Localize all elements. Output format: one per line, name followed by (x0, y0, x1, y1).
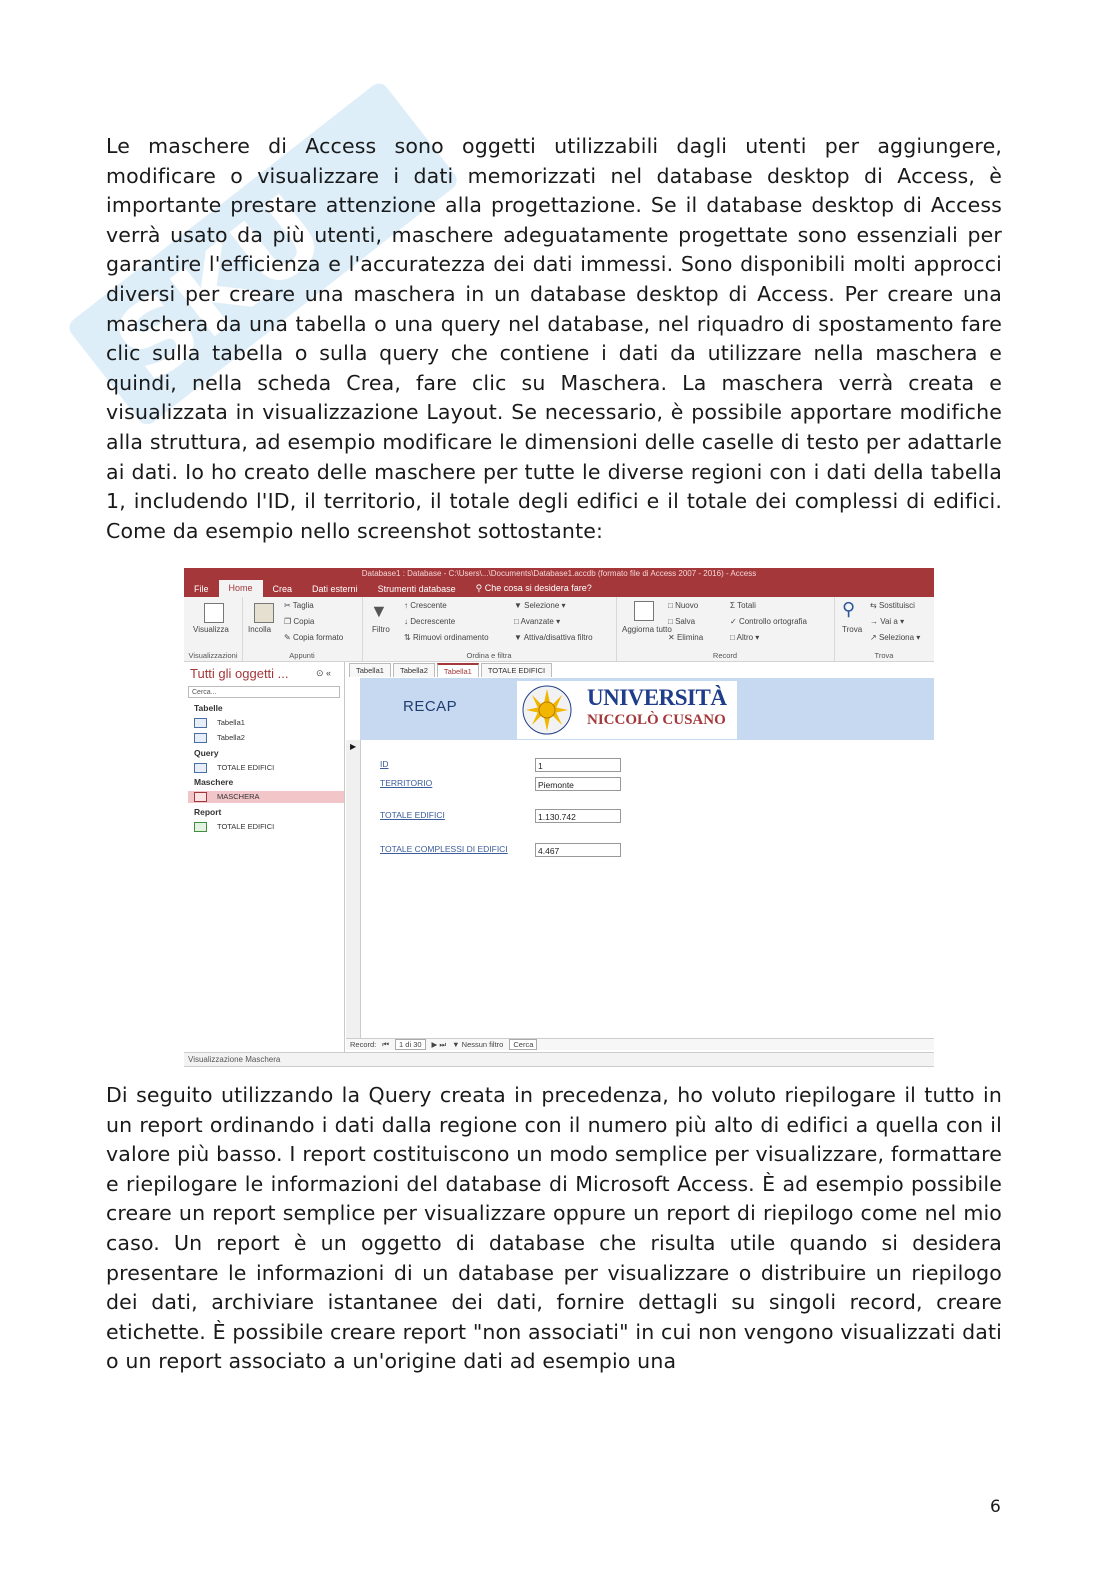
paragraph-report: Di seguito utilizzando la Query creata in precedenza, ho voluto riepilogare il tutto in un report ordinando i dati dalla regione con il numero più alto di edifici a quella con il valore più basso. I report costituiscono un modo semplice per visualizzare, formattare e riepilogare le informazioni del database di Microsoft Access. È ad esempio possibile creare un report semplice per visualizzare oppure un report di riepilogo come nel mio caso. Un report è un oggetto di database che risulta utile quando si desidera presentare le informazioni di un database per visualizzare o distribuire un riepilogo dei dati, archiviare istantanee dei dati, fornire dettagli su singoli record, creare etichette. È possibile creare report "non associati" in cui non vengono visualizzati dati o un report associato a un'origine dati ad esempio una (106, 1083, 1002, 1374)
group-visualizzazioni (184, 597, 243, 661)
table-icon (194, 733, 207, 743)
record-position[interactable]: 1 di 30 (395, 1039, 426, 1050)
field-label-totale-complessi: TOTALE COMPLESSI DI EDIFICI (380, 844, 508, 854)
paragraph-intro: Le maschere di Access sono oggetti utilizzabili dagli utenti per aggiungere, modificare o visualizzare i dati memorizzati nel database desktop di Access, è importante prestare attenzione alla progettazione. Se il database desktop di Access verrà usato da più utenti, maschere adeguatamente progettate sono essenziali per garantire l'efficienza e l'accuratezza dei dati immessi. Sono disponibili molti approcci diversi per creare una maschera in un database desktop di Access. Per creare una maschera da una tabella o una query nel database, nel riquadro di spostamento fare clic sulla tabella o sulla query che contiene i dati da utilizzare nella maschera e quindi, nella scheda Crea, fare clic su Maschera. La maschera verrà creata e visualizzata in visualizzazione Layout. Se necessario, è possibile apportare modifiche alla struttura, ad esempio modificare le dimensioni delle caselle di testo per adattarle ai dati. Io ho creato delle maschere per tutte le diverse regioni con i dati della tabella 1, includendo l'ID, il territorio, il totale degli edifici e il totale dei complessi di edifici. Come da esempio nello screenshot sottostante: (106, 134, 1002, 543)
record-label: Record: (350, 1040, 377, 1049)
group-label: Trova (874, 651, 894, 660)
tab-file[interactable]: File (194, 583, 209, 594)
sostituisci-button[interactable]: ⇆ Sostituisci (870, 601, 915, 610)
nav-group-query[interactable]: Query (194, 748, 219, 758)
report-icon (194, 822, 207, 832)
nav-search-input[interactable]: Cerca... (188, 686, 340, 698)
elimina-button[interactable]: ✕ Elimina (668, 633, 704, 642)
nav-item-report[interactable]: TOTALE EDIFICI (194, 821, 342, 833)
visualizza-button[interactable]: Visualizza (193, 625, 229, 634)
status-bar: Visualizzazione Maschera (184, 1052, 934, 1066)
copia-formato-button[interactable]: ✎ Copia formato (284, 633, 344, 642)
tab-crea[interactable]: Crea (272, 583, 293, 594)
doc-tab-totale-edifici[interactable]: TOTALE EDIFICI (481, 663, 552, 677)
incolla-button[interactable]: Incolla (248, 625, 272, 634)
record-selector[interactable] (346, 740, 361, 1042)
nav-item-tabella1[interactable]: Tabella1 (194, 717, 342, 729)
vai-a-button[interactable]: → Vai a ▾ (870, 617, 905, 626)
view-icon (204, 603, 224, 623)
filter-icon: ▼ (370, 601, 388, 621)
ribbon-tabs (184, 580, 934, 597)
filtro-button[interactable]: Filtro (372, 625, 390, 634)
group-label: Visualizzazioni (188, 651, 238, 660)
page-number: 6 (990, 1497, 1001, 1517)
navigation-pane (184, 662, 345, 1057)
controllo-ortografia-button[interactable]: ✓ Controllo ortografia (730, 617, 807, 626)
refresh-icon (634, 601, 654, 621)
university-logo (517, 681, 737, 739)
group-appunti (242, 597, 363, 661)
avanzate-button[interactable]: □ Avanzate ▾ (514, 617, 561, 626)
field-label-territorio: TERRITORIO (380, 778, 433, 788)
logo-line2: NICCOLÒ CUSANO (587, 712, 726, 728)
altro-button[interactable]: □ Altro ▾ (730, 633, 760, 642)
record-navigation (346, 1038, 934, 1050)
svg-text:SKU: SKU (93, 171, 346, 406)
group-ordina-filtra (362, 597, 617, 661)
totali-button[interactable]: Σ Totali (730, 601, 756, 610)
search-icon: ⚲ (842, 599, 856, 619)
logo-line1: UNIVERSITÀ (587, 685, 727, 710)
first-record-icon[interactable]: ⏮ (382, 1040, 390, 1049)
nav-group-maschere[interactable]: Maschere (194, 777, 234, 787)
next-record-icon[interactable]: ▶ ⏭ (431, 1040, 447, 1049)
crescente-button[interactable]: ↑ Crescente (404, 601, 447, 610)
tab-strumenti-database[interactable]: Strumenti database (377, 583, 456, 594)
filter-status[interactable]: ▼ Nessun filtro (452, 1040, 504, 1049)
field-input-totale-complessi[interactable]: 4.467 (535, 843, 621, 857)
sun-emblem-icon (517, 681, 577, 739)
doc-tab-maschera[interactable]: Tabella1 (437, 663, 479, 677)
nav-group-tabelle[interactable]: Tabelle (194, 703, 223, 713)
nav-item-maschera[interactable]: MASCHERA (188, 791, 344, 803)
field-label-totale-edifici: TOTALE EDIFICI (380, 810, 445, 820)
tab-home[interactable]: Home (219, 580, 263, 597)
field-input-id[interactable]: 1 (535, 758, 621, 772)
form-icon (194, 792, 207, 802)
decrescente-button[interactable]: ↓ Decrescente (404, 617, 456, 626)
rimuovi-ordinamento-button[interactable]: ⇅ Rimuovi ordinamento (404, 633, 489, 642)
seleziona-button[interactable]: ↗ Seleziona ▾ (870, 633, 921, 642)
selezione-button[interactable]: ▼ Selezione ▾ (514, 601, 566, 610)
group-label: Appunti (289, 651, 315, 660)
aggiorna-tutto-button[interactable]: Aggiorna tutto (622, 625, 672, 634)
document-tabs (349, 663, 554, 677)
access-screenshot (184, 568, 934, 1067)
form-title: RECAP (403, 698, 458, 715)
field-input-totale-edifici[interactable]: 1.130.742 (535, 809, 621, 823)
record-search-input[interactable]: Cerca (509, 1039, 537, 1050)
nav-group-report[interactable]: Report (194, 807, 222, 817)
nav-collapse-icon[interactable]: ⊙ « (316, 668, 332, 678)
group-label: Record (712, 651, 738, 660)
doc-tab-tabella1[interactable]: Tabella1 (349, 663, 391, 677)
doc-tab-tabella2[interactable]: Tabella2 (393, 663, 435, 677)
nav-title[interactable]: Tutti gli oggetti ... (190, 666, 289, 681)
group-record (616, 597, 835, 661)
record-pointer-icon: ▶ (350, 742, 357, 751)
tell-me-box[interactable]: ⚲ Che cosa si desidera fare? (475, 583, 592, 593)
nav-item-query[interactable]: TOTALE EDIFICI (194, 762, 342, 774)
field-input-territorio[interactable]: Piemonte (535, 777, 621, 791)
ribbon (184, 597, 934, 662)
group-trova (834, 597, 934, 661)
query-icon (194, 763, 207, 773)
copia-button[interactable]: ❐ Copia (284, 617, 315, 626)
group-label: Ordina e filtra (466, 651, 512, 660)
trova-button[interactable]: Trova (842, 625, 863, 634)
paste-icon (254, 603, 274, 623)
taglia-button[interactable]: ✂ Taglia (284, 601, 314, 610)
nuovo-button[interactable]: □ Nuovo (668, 601, 699, 610)
tab-dati-esterni[interactable]: Dati esterni (312, 583, 358, 594)
table-icon (194, 718, 207, 728)
nav-item-tabella2[interactable]: Tabella2 (194, 732, 342, 744)
attiva-filtro-button[interactable]: ▼ Attiva/disattiva filtro (514, 633, 593, 642)
salva-button[interactable]: □ Salva (668, 617, 696, 626)
field-label-id: ID (380, 759, 389, 769)
window-title-bar: Database1 : Database - C:\Users\...\Documents\Database1.accdb (formato file di Access 2007 - 2016) - Access (184, 568, 934, 580)
